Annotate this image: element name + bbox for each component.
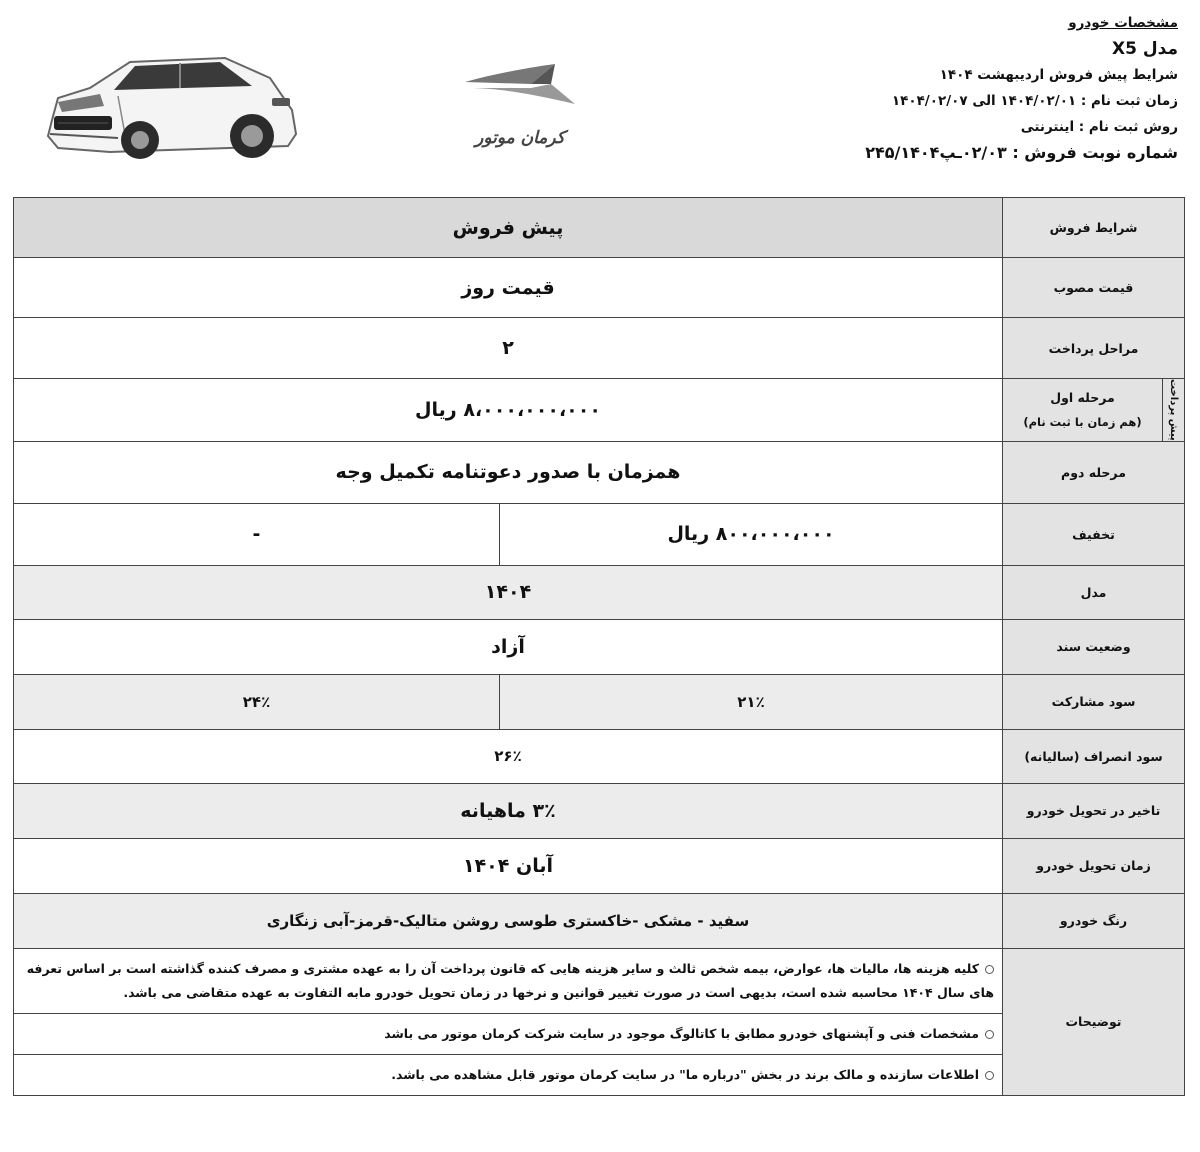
bullet-icon: [985, 1030, 994, 1039]
row-model-year: [14, 565, 1185, 619]
payment-stages-value: ۲: [14, 318, 1003, 379]
row-sale-conditions: [14, 198, 1185, 258]
row-delivery-delay: [14, 783, 1185, 838]
registration-method-value: اینترنتی: [1020, 119, 1075, 135]
row-car-color: [14, 893, 1185, 948]
car-color-value: سفید - مشکی -خاکستری طوسی روشن متالیک-قرمز-آبی زنگاری: [14, 893, 1003, 948]
cancellation-profit-label: سود انصراف (سالیانه): [1003, 729, 1185, 783]
discount-label: تخفیف: [1003, 503, 1185, 565]
stage-one-label-line2: (هم زمان با ثبت نام): [1023, 414, 1142, 429]
car-image: [40, 48, 310, 166]
brand-name: کرمان موتور: [475, 128, 565, 148]
stage-two-value: همزمان با صدور دعوتنامه تکمیل وجه: [14, 441, 1003, 503]
note-item: [14, 1054, 1002, 1095]
row-stage-one: [14, 379, 1185, 442]
sale-number-value: ۰۲/۰۳ـپ۲۴۵/۱۴۰۴: [865, 143, 1007, 162]
suv-car-icon: [40, 48, 310, 166]
stage-one-label-line1: مرحله اول: [1050, 389, 1115, 405]
discount-value-left: -: [14, 503, 500, 565]
approved-price-value: قیمت روز: [14, 258, 1003, 318]
model-year-label: مدل: [1003, 565, 1185, 619]
notes-content: [14, 948, 1003, 1095]
model-line: [758, 36, 1178, 62]
document-status-label: وضعیت سند: [1003, 619, 1185, 674]
note-text: کلیه هزینه ها، مالیات ها، عوارض، بیمه شخص ثالث و سایر هزینه هایی که قانون پرداخت آن را به عهده مشتری و مصرف کننده گذاشته است بر اساس تعرفه های سال ۱۴۰۴ محاسبه شده است، بدیهی است در صورت تغییر قوانین و نرخها در زمان تحویل خودرو مابه التفاوت به عهده متقاضی می باشد.: [26, 960, 994, 1000]
row-document-status: [14, 619, 1185, 674]
model-label: مدل: [1142, 39, 1178, 59]
cancellation-profit-value: ۲۶٪: [14, 729, 1003, 783]
row-notes: [14, 948, 1185, 1095]
brand-logo: [455, 58, 585, 148]
stage-one-label: [1003, 379, 1163, 442]
discount-value-right: ۸۰۰،۰۰۰،۰۰۰ ریال: [500, 503, 1003, 565]
registration-time-label: زمان ثبت نام :: [1080, 93, 1178, 109]
participation-profit-label: سود مشارکت: [1003, 674, 1185, 729]
registration-method-label: روش ثبت نام :: [1078, 119, 1178, 135]
row-cancellation-profit: [14, 729, 1185, 783]
note-item: [14, 949, 1002, 1013]
sale-number-line: [758, 140, 1178, 166]
bullet-icon: [985, 1071, 994, 1080]
notes-label: توضیحات: [1003, 948, 1185, 1095]
registration-time-value: ۱۴۰۴/۰۲/۰۱ الی ۱۴۰۴/۰۲/۰۷: [891, 93, 1077, 109]
delivery-delay-label: تاخیر در تحویل خودرو: [1003, 783, 1185, 838]
note-text: اطلاعات سازنده و مالک برند در بخش "درباره ما" در سایت کرمان موتور قابل مشاهده می باشد.: [391, 1066, 979, 1082]
delivery-delay-value: ۳٪ ماهیانه: [14, 783, 1003, 838]
row-payment-stages: [14, 318, 1185, 379]
note-text: مشخصات فنی و آپشنهای خودرو مطابق با کاتالوگ موجود در سایت شرکت کرمان موتور می باشد: [384, 1025, 979, 1041]
row-discount: [14, 503, 1185, 565]
row-stage-two: [14, 441, 1185, 503]
stage-one-value: ۸،۰۰۰،۰۰۰،۰۰۰ ریال: [14, 379, 1003, 442]
participation-profit-right: ۲۱٪: [500, 674, 1003, 729]
delivery-time-label: زمان تحویل خودرو: [1003, 838, 1185, 893]
approved-price-label: قیمت مصوب: [1003, 258, 1185, 318]
spec-table: [13, 197, 1185, 1096]
conditions-line: [758, 62, 1178, 88]
sale-conditions-label: شرایط فروش: [1003, 198, 1185, 258]
bullet-icon: [985, 965, 994, 974]
sale-number-label: شماره نوبت فروش :: [1012, 143, 1178, 162]
delivery-time-value: آبان ۱۴۰۴: [14, 838, 1003, 893]
payment-stages-label: مراحل پرداخت: [1003, 318, 1185, 379]
row-delivery-time: [14, 838, 1185, 893]
model-year-value: ۱۴۰۴: [14, 565, 1003, 619]
note-item: [14, 1013, 1002, 1054]
registration-time-line: [758, 88, 1178, 114]
kerman-motor-logo-icon: [455, 58, 585, 120]
car-color-label: رنگ خودرو: [1003, 893, 1185, 948]
registration-method-line: [758, 114, 1178, 140]
row-participation-profit: [14, 674, 1185, 729]
model-value: X5: [1112, 39, 1137, 59]
header-info: [758, 10, 1178, 166]
sale-conditions-value: پیش فروش: [14, 198, 1003, 258]
prepayment-group-label: پیش پرداخت: [1163, 379, 1185, 442]
stage-two-label: مرحله دوم: [1003, 441, 1185, 503]
conditions-label: شرایط: [1132, 67, 1178, 83]
page-title: مشخصات خودرو: [1068, 15, 1178, 31]
participation-profit-left: ۲۴٪: [14, 674, 500, 729]
row-approved-price: [14, 258, 1185, 318]
conditions-value: پیش فروش اردیبهشت ۱۴۰۴: [939, 67, 1128, 83]
document-status-value: آزاد: [14, 619, 1003, 674]
